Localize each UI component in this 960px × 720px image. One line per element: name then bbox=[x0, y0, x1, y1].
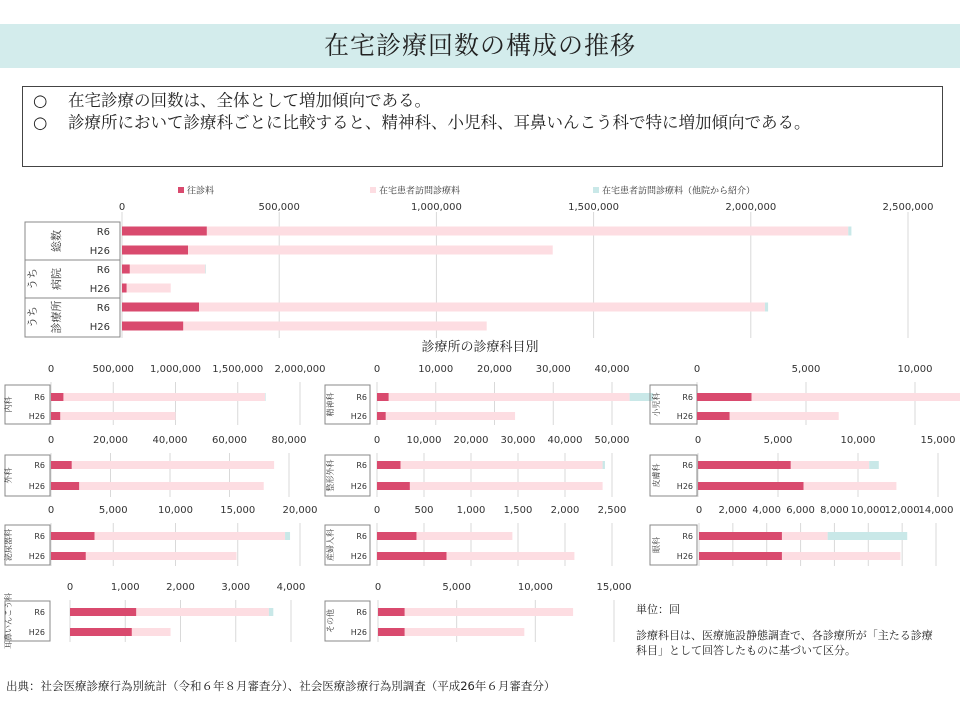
tick-label: 0 bbox=[694, 435, 702, 446]
tick-label: 15,000 bbox=[920, 435, 956, 446]
bar-segment bbox=[205, 265, 206, 274]
tick-label: 500 bbox=[414, 505, 434, 516]
tick-label: 10,000 bbox=[517, 582, 553, 593]
chart-title: 泌尿器科 bbox=[4, 529, 13, 561]
bar-segment bbox=[401, 461, 603, 469]
bar-segment bbox=[51, 552, 86, 560]
tick-label: 10,000 bbox=[850, 505, 886, 516]
legend-label-0: 往診料 bbox=[187, 186, 215, 197]
source-footer: 出典：社会医療診療行為別統計（令和６年８月審査分）、社会医療診療行為別調査（平成26年６月審査分） bbox=[6, 679, 556, 693]
tick-label: 40,000 bbox=[152, 435, 188, 446]
bar-segment bbox=[72, 461, 274, 469]
bar-segment bbox=[70, 608, 136, 616]
tick-label: 20,000 bbox=[453, 435, 489, 446]
bar-segment bbox=[377, 482, 410, 490]
bar-segment bbox=[265, 393, 266, 401]
bar-segment bbox=[782, 552, 901, 560]
tick-label: 0 bbox=[693, 364, 701, 375]
bar-segment bbox=[410, 482, 603, 490]
category-label: H26 bbox=[350, 412, 367, 422]
bar-segment bbox=[51, 412, 60, 420]
tick-label: 20,000 bbox=[93, 435, 128, 446]
tick-label: 0 bbox=[374, 582, 382, 593]
bar-segment bbox=[869, 461, 879, 469]
category-label: R6 bbox=[356, 532, 367, 542]
chart-title: 整形外科 bbox=[326, 459, 335, 492]
bar-segment bbox=[269, 608, 273, 616]
legend-swatch-2 bbox=[593, 187, 599, 193]
category-label: R6 bbox=[34, 393, 45, 403]
chart-title: 産婦人科 bbox=[326, 529, 335, 561]
tick-label: 1,000,000 bbox=[410, 202, 462, 213]
tick-label: 0 bbox=[47, 505, 55, 516]
bar-segment bbox=[199, 303, 765, 312]
category-label: R6 bbox=[96, 226, 110, 238]
bar-segment bbox=[51, 461, 72, 469]
summary-text-1: 在宅診療の回数は、全体として増加傾向である。 bbox=[68, 91, 431, 110]
tick-label: 50,000 bbox=[594, 435, 630, 446]
tick-label: 1,000 bbox=[456, 505, 486, 516]
tick-label: 1,500 bbox=[503, 505, 533, 516]
category-label: H26 bbox=[350, 482, 367, 492]
tick-label: 30,000 bbox=[500, 435, 536, 446]
tick-label: 500,000 bbox=[92, 364, 134, 375]
category-label: H26 bbox=[676, 482, 693, 492]
tick-label: 40,000 bbox=[547, 435, 583, 446]
chart-title: 精神科 bbox=[326, 392, 335, 417]
chart-title: 外科 bbox=[4, 467, 13, 484]
group-label: 総数 bbox=[50, 230, 63, 252]
tick-label: 12,000 bbox=[884, 505, 920, 516]
legend-label-1: 在宅患者訪問診療料 bbox=[379, 186, 461, 197]
bar-segment bbox=[389, 393, 630, 401]
tick-label: 2,000 bbox=[166, 582, 195, 593]
category-label: H26 bbox=[28, 482, 45, 492]
bar-segment bbox=[377, 461, 401, 469]
category-label: R6 bbox=[34, 461, 45, 471]
bar-segment bbox=[416, 532, 512, 540]
chart-title: 皮膚科 bbox=[652, 463, 661, 488]
category-label: R6 bbox=[682, 532, 693, 542]
bar-segment bbox=[188, 246, 553, 255]
legend-swatch-1 bbox=[370, 187, 376, 193]
bar-segment bbox=[122, 303, 199, 312]
bar-segment bbox=[122, 246, 188, 255]
bar-segment bbox=[122, 284, 127, 293]
bar-segment bbox=[183, 322, 486, 331]
bar-segment bbox=[79, 482, 263, 490]
tick-label: 0 bbox=[47, 364, 55, 375]
tick-label: 3,000 bbox=[221, 582, 251, 593]
tick-label: 0 bbox=[695, 505, 703, 516]
bar-segment bbox=[378, 628, 405, 636]
tick-label: 40,000 bbox=[594, 364, 630, 375]
tick-label: 5,000 bbox=[98, 505, 128, 516]
chart-title: 眼科 bbox=[652, 537, 661, 553]
tick-label: 0 bbox=[47, 435, 55, 446]
bar-segment bbox=[285, 532, 290, 540]
category-label: H26 bbox=[676, 552, 693, 562]
bar-segment bbox=[828, 532, 908, 540]
bar-segment bbox=[127, 284, 171, 293]
clinic-section-title: 診療所の診療科目別 bbox=[421, 340, 539, 355]
tick-label: 4,000 bbox=[752, 505, 782, 516]
bar-segment bbox=[122, 265, 130, 274]
tick-label: 4,000 bbox=[276, 582, 306, 593]
tick-label: 5,000 bbox=[791, 364, 821, 375]
legend-label-2: 在宅患者訪問診療料（他院から紹介） bbox=[602, 186, 756, 197]
bar-segment bbox=[791, 461, 869, 469]
bar-segment bbox=[377, 532, 416, 540]
group-label: うち bbox=[26, 306, 39, 328]
tick-label: 0 bbox=[66, 582, 74, 593]
category-label: H26 bbox=[350, 628, 367, 638]
tick-label: 30,000 bbox=[535, 364, 571, 375]
tick-label: 20,000 bbox=[477, 364, 512, 375]
bar-segment bbox=[405, 608, 573, 616]
category-label: R6 bbox=[682, 461, 693, 471]
bar-segment bbox=[378, 608, 405, 616]
category-label: R6 bbox=[96, 264, 110, 276]
tick-label: 2,000,000 bbox=[274, 364, 326, 375]
category-note: 診療科目は、医療施設静態調査で、各診療所が「主たる診療科目」として回答したものに基づいて区分。 bbox=[636, 629, 933, 657]
tick-label: 2,500 bbox=[597, 505, 627, 516]
bar-segment bbox=[782, 532, 828, 540]
bar-segment bbox=[752, 393, 960, 401]
bar-segment bbox=[697, 412, 730, 420]
tick-label: 2,500,000 bbox=[882, 202, 934, 213]
tick-label: 10,000 bbox=[158, 505, 193, 516]
tick-label: 2,000 bbox=[718, 505, 748, 516]
category-label: R6 bbox=[356, 393, 367, 403]
page-title: 在宅診療回数の構成の推移 bbox=[323, 31, 636, 60]
group-label: うち bbox=[26, 268, 39, 290]
tick-label: 0 bbox=[373, 505, 381, 516]
chart-title: その他 bbox=[326, 609, 335, 633]
category-label: H26 bbox=[28, 552, 45, 562]
bar-segment bbox=[698, 461, 791, 469]
summary-text-2: 診療所において診療科ごとに比較すると、精神科、小児科、耳鼻いんこう科で特に増加傾向である。 bbox=[68, 113, 811, 132]
bar-segment bbox=[132, 628, 171, 636]
bar-segment bbox=[377, 552, 447, 560]
summary-bullet-1: ○ bbox=[33, 91, 48, 110]
tick-label: 20,000 bbox=[282, 505, 318, 516]
category-label: H26 bbox=[89, 245, 110, 257]
bar-segment bbox=[377, 393, 389, 401]
bar-segment bbox=[386, 412, 515, 420]
bar-segment bbox=[207, 227, 848, 236]
bar-segment bbox=[405, 628, 525, 636]
tick-label: 2,000,000 bbox=[725, 202, 777, 213]
category-label: R6 bbox=[96, 302, 110, 314]
bar-segment bbox=[122, 227, 207, 236]
bar-segment bbox=[60, 412, 175, 420]
bar-segment bbox=[51, 532, 95, 540]
unit-label: 単位：回 bbox=[636, 603, 680, 616]
bar-segment bbox=[136, 608, 269, 616]
bar-segment bbox=[804, 482, 897, 490]
tick-label: 500,000 bbox=[258, 202, 300, 213]
category-label: H26 bbox=[89, 321, 110, 333]
tick-label: 1,000,000 bbox=[150, 364, 201, 375]
category-label: R6 bbox=[34, 608, 45, 618]
category-label: R6 bbox=[356, 608, 367, 618]
bar-segment bbox=[447, 552, 575, 560]
tick-label: 1,000 bbox=[110, 582, 140, 593]
tick-label: 1,500,000 bbox=[568, 202, 620, 213]
bar-segment bbox=[86, 552, 237, 560]
bar-segment bbox=[699, 552, 782, 560]
bar-segment bbox=[95, 532, 285, 540]
category-label: R6 bbox=[34, 532, 45, 542]
bar-segment bbox=[603, 461, 605, 469]
chart-title: 小児科 bbox=[652, 392, 661, 417]
bar-segment bbox=[698, 482, 804, 490]
tick-label: 80,000 bbox=[271, 435, 307, 446]
tick-label: 10,000 bbox=[840, 435, 876, 446]
group-label: 病院 bbox=[50, 268, 63, 290]
bar-segment bbox=[699, 532, 782, 540]
summary-bullet-2: ○ bbox=[33, 113, 48, 132]
bar-segment bbox=[70, 628, 132, 636]
bar-segment bbox=[848, 227, 851, 236]
bar-segment bbox=[51, 482, 79, 490]
tick-label: 15,000 bbox=[596, 582, 632, 593]
tick-label: 10,000 bbox=[406, 435, 442, 446]
tick-label: 14,000 bbox=[918, 505, 954, 516]
category-label: H26 bbox=[676, 412, 693, 422]
category-label: H26 bbox=[350, 552, 367, 562]
tick-label: 15,000 bbox=[220, 505, 256, 516]
group-label: 診療所 bbox=[50, 300, 63, 334]
category-label: H26 bbox=[89, 283, 110, 295]
tick-label: 6,000 bbox=[786, 505, 815, 516]
chart-title: 内科 bbox=[4, 396, 13, 413]
tick-label: 10,000 bbox=[418, 364, 454, 375]
bar-segment bbox=[51, 393, 63, 401]
bar-segment bbox=[765, 303, 768, 312]
bar-segment bbox=[697, 393, 752, 401]
tick-label: 5,000 bbox=[763, 435, 793, 446]
category-label: R6 bbox=[682, 393, 693, 403]
bar-segment bbox=[130, 265, 205, 274]
category-label: R6 bbox=[356, 461, 367, 471]
category-label: H26 bbox=[28, 412, 45, 422]
bar-segment bbox=[63, 393, 265, 401]
bar-segment bbox=[730, 412, 839, 420]
tick-label: 8,000 bbox=[820, 505, 849, 516]
category-label: H26 bbox=[28, 628, 45, 638]
bar-segment bbox=[122, 322, 183, 331]
tick-label: 2,000 bbox=[550, 505, 580, 516]
tick-label: 0 bbox=[118, 202, 126, 213]
legend-swatch-0 bbox=[178, 187, 184, 193]
tick-label: 1,500,000 bbox=[212, 364, 264, 375]
tick-label: 0 bbox=[373, 364, 381, 375]
tick-label: 60,000 bbox=[212, 435, 247, 446]
tick-label: 10,000 bbox=[897, 364, 933, 375]
chart-title: 耳鼻いんこう科 bbox=[4, 593, 13, 649]
tick-label: 5,000 bbox=[442, 582, 471, 593]
tick-label: 0 bbox=[373, 435, 381, 446]
bar-segment bbox=[377, 412, 386, 420]
category-box bbox=[25, 222, 120, 337]
